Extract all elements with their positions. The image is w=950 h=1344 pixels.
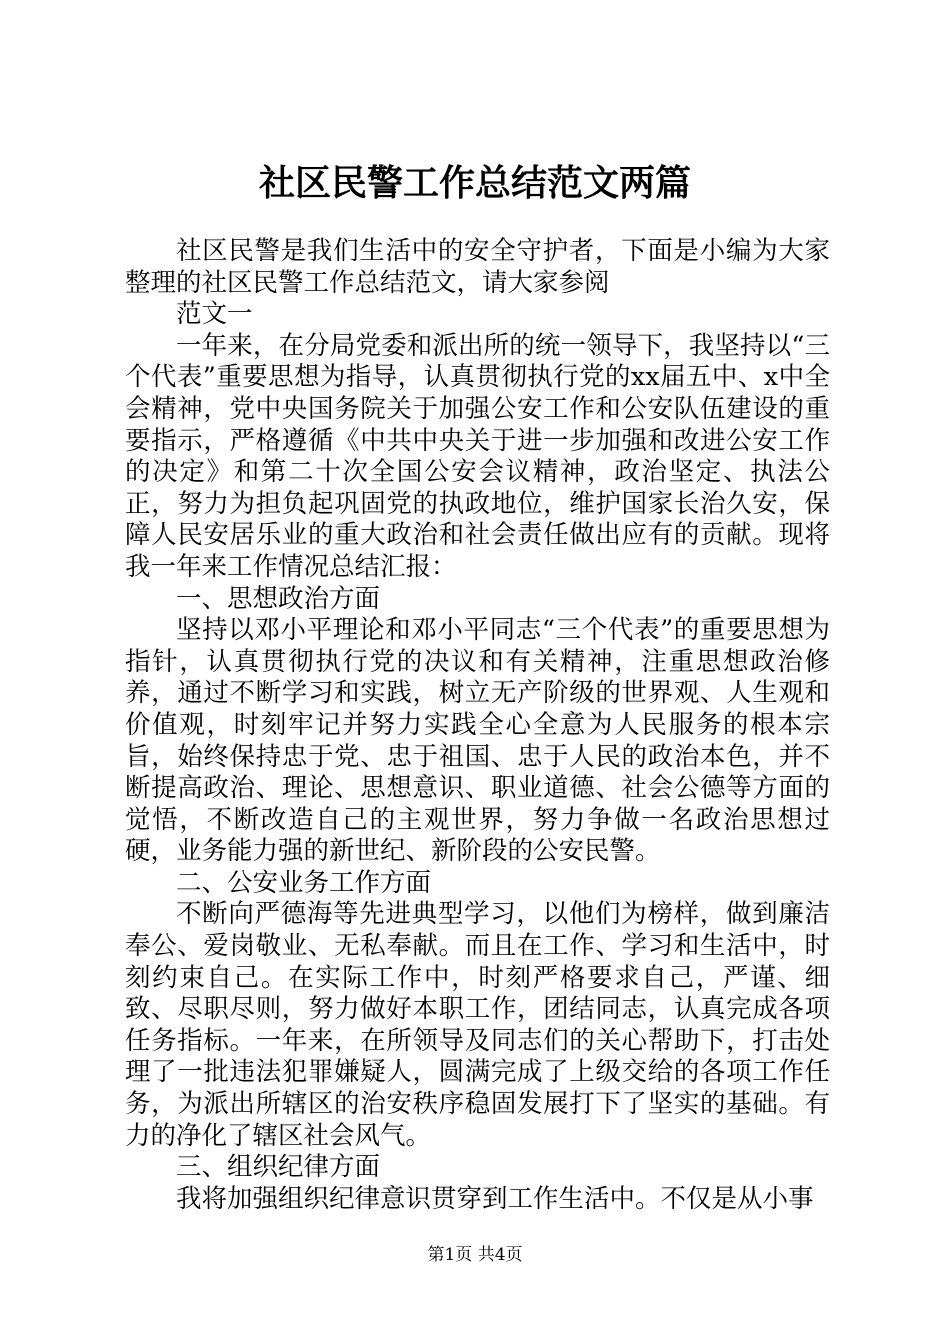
section-heading-police-work: 二、公安业务工作方面 [176, 867, 432, 898]
political-paragraph: 坚持以邓小平理论和邓小平同志“三个代表”的重要思想为指针，认真贯彻执行党的决议和有关精神，注重思想政治修养，通过不断学习和实践，树立无产阶级的世界观、人生观和价值观，时刻牢记并努力实践全心全意为人民服务的根本宗旨，始终保持忠于党、忠于祖国、忠于人民的政治本色，并不断提高政治、理论、思想意识、职业道德、社会公德等方面的觉悟，不断改造自己的主观世界，努力争做一名政治思想过硬，业务能力强的新世纪、新阶段的公安民警。 [125, 615, 830, 867]
opening-paragraph: 一年来，在分局党委和派出所的统一领导下，我坚持以“三个代表”重要思想为指导，认真贯彻执行党的xx届五中、x中全会精神，党中央国务院关于加强公安工作和公安队伍建设的重要指示，严格遵循《中共中央关于进一步加强和改进公安工作的决定》和第二十次全国公安会议精神，政治坚定、执法公正，努力为担负起巩固党的执政地位，维护国家长治久安，保障人民安居乐业的重大政治和社会责任做出应有的贡献。现将我一年来工作情况总结汇报： [125, 330, 830, 582]
document-body [125, 236, 830, 1215]
police-work-paragraph: 不断向严德海等先进典型学习，以他们为榜样，做到廉洁奉公、爱岗敬业、无私奉献。而且在工作、学习和生活中，时刻约束自己。在实际工作中，时刻严格要求自己，严谨、细致、尽职尽则，努力做好本职工作，团结同志，认真完成各项任务指标。一年来，在所领导及同志们的关心帮助下，打击处理了一批违法犯罪嫌疑人，圆满完成了上级交给的各项工作任务，为派出所辖区的治安秩序稳固发展打下了坚实的基础。有力的净化了辖区社会风气。 [125, 899, 830, 1151]
page-number-footer: 第1页 共4页 [427, 1245, 523, 1265]
document-title: 社区民警工作总结范文两篇 [258, 162, 691, 204]
section-heading-political: 一、思想政治方面 [176, 583, 381, 614]
discipline-paragraph: 我将加强组织纪律意识贯穿到工作生活中。不仅是从小事 [176, 1183, 814, 1214]
section-heading-discipline: 三、组织纪律方面 [176, 1152, 381, 1183]
section-label-sample-one: 范文一 [176, 299, 253, 330]
intro-paragraph: 社区民警是我们生活中的安全守护者，下面是小编为大家整理的社区民警工作总结范文，请大家参阅 [125, 236, 830, 298]
